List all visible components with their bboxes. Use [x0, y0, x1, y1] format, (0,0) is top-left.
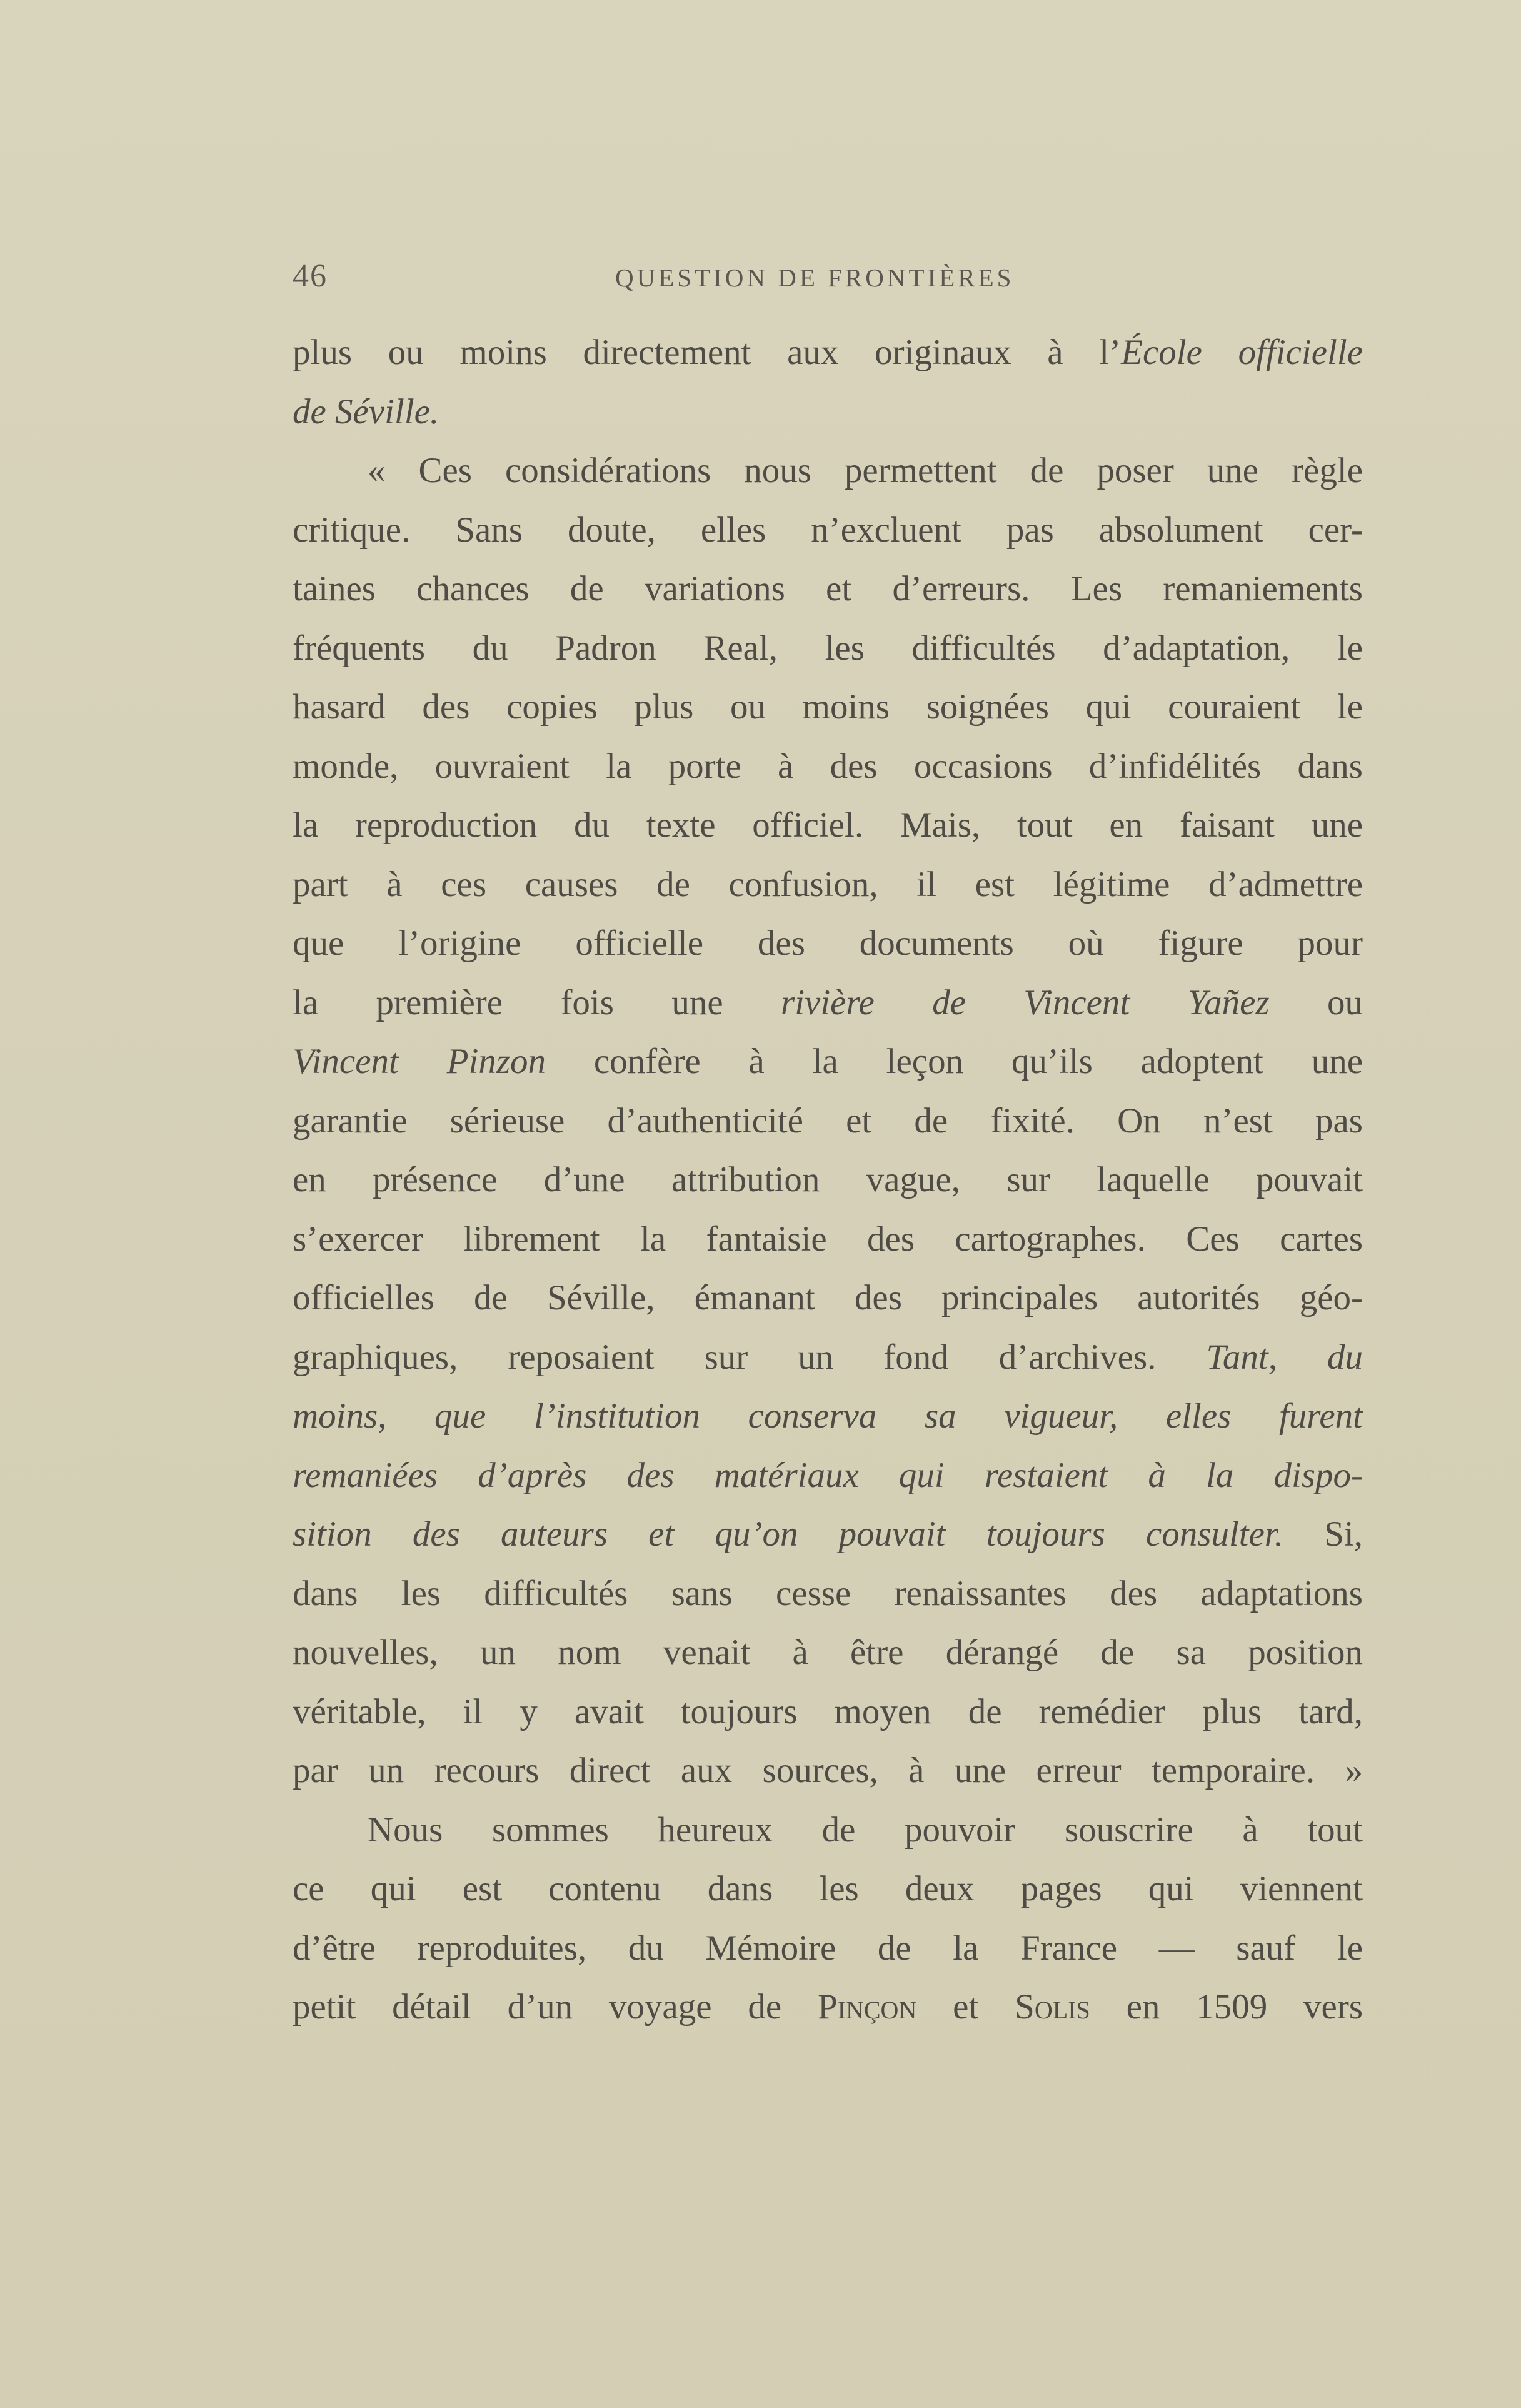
text-line: Nous sommes heureux de pouvoir souscrire à tout — [368, 1810, 1363, 1850]
text-line: nouvelles, un nom venait à être dérangé de sa position — [293, 1633, 1363, 1672]
text-line: de Séville. — [293, 391, 439, 431]
text-line: critique. Sans doute, elles n’excluent pas absolument cer- — [293, 510, 1363, 550]
text-line: dans les difficultés sans cesse renaissantes des adaptations — [293, 1573, 1363, 1613]
text-line: garantie sérieuse d’authenticité et de fixité. On n’est pas — [293, 1101, 1363, 1141]
text-line: sition des auteurs et qu’on pouvait toujours consulter. Si, — [293, 1514, 1363, 1554]
text-line: s’exercer librement la fantaisie des cartographes. Ces cartes — [293, 1219, 1363, 1259]
text-line: Vincent Pinzon confère à la leçon qu’ils adoptent une — [293, 1042, 1363, 1081]
text-line: plus ou moins directement aux originaux à l’École officielle — [293, 333, 1363, 372]
text-line: petit détail d’un voyage de Pinçon et Solis en 1509 vers — [293, 1987, 1363, 2027]
text-line: que l’origine officielle des documents où figure pour — [293, 924, 1363, 963]
text-line: par un recours direct aux sources, à une erreur temporaire. » — [293, 1751, 1363, 1790]
text-line: moins, que l’institution conserva sa vigueur, elles furent — [293, 1396, 1363, 1436]
running-head: QUESTION DE FRONTIÈRES — [615, 263, 1015, 292]
text-line: la reproduction du texte officiel. Mais, tout en faisant une — [293, 805, 1363, 845]
text-line: en présence d’une attribution vague, sur laquelle pouvait — [293, 1160, 1363, 1199]
text-line: « Ces considérations nous permettent de poser une règle — [368, 451, 1363, 490]
text-line: taines chances de variations et d’erreurs. Les remaniements — [293, 569, 1363, 608]
text-line: la première fois une rivière de Vincent Yañez ou — [293, 982, 1363, 1022]
text-line: graphiques, reposaient sur un fond d’archives. Tant, du — [293, 1337, 1363, 1377]
text-line: officielles de Séville, émanant des principales autorités géo- — [293, 1278, 1363, 1317]
text-line: fréquents du Padron Real, les difficultés d’adaptation, le — [293, 628, 1363, 668]
body-text — [293, 323, 1363, 2037]
text-line: ce qui est contenu dans les deux pages qui viennent — [293, 1869, 1363, 1908]
page-header — [293, 258, 1363, 301]
text-line: part à ces causes de confusion, il est légitime d’admettre — [293, 864, 1363, 904]
text-line: remaniées d’après des matériaux qui restaient à la dispo- — [293, 1455, 1363, 1495]
text-line: d’être reproduites, du Mémoire de la France — sauf le — [293, 1928, 1363, 1968]
page-number: 46 — [293, 258, 328, 294]
text-line: monde, ouvraient la porte à des occasions d’infidélités dans — [293, 746, 1363, 786]
text-line: véritable, il y avait toujours moyen de remédier plus tard, — [293, 1691, 1363, 1731]
text-line: hasard des copies plus ou moins soignées qui couraient le — [293, 687, 1363, 727]
